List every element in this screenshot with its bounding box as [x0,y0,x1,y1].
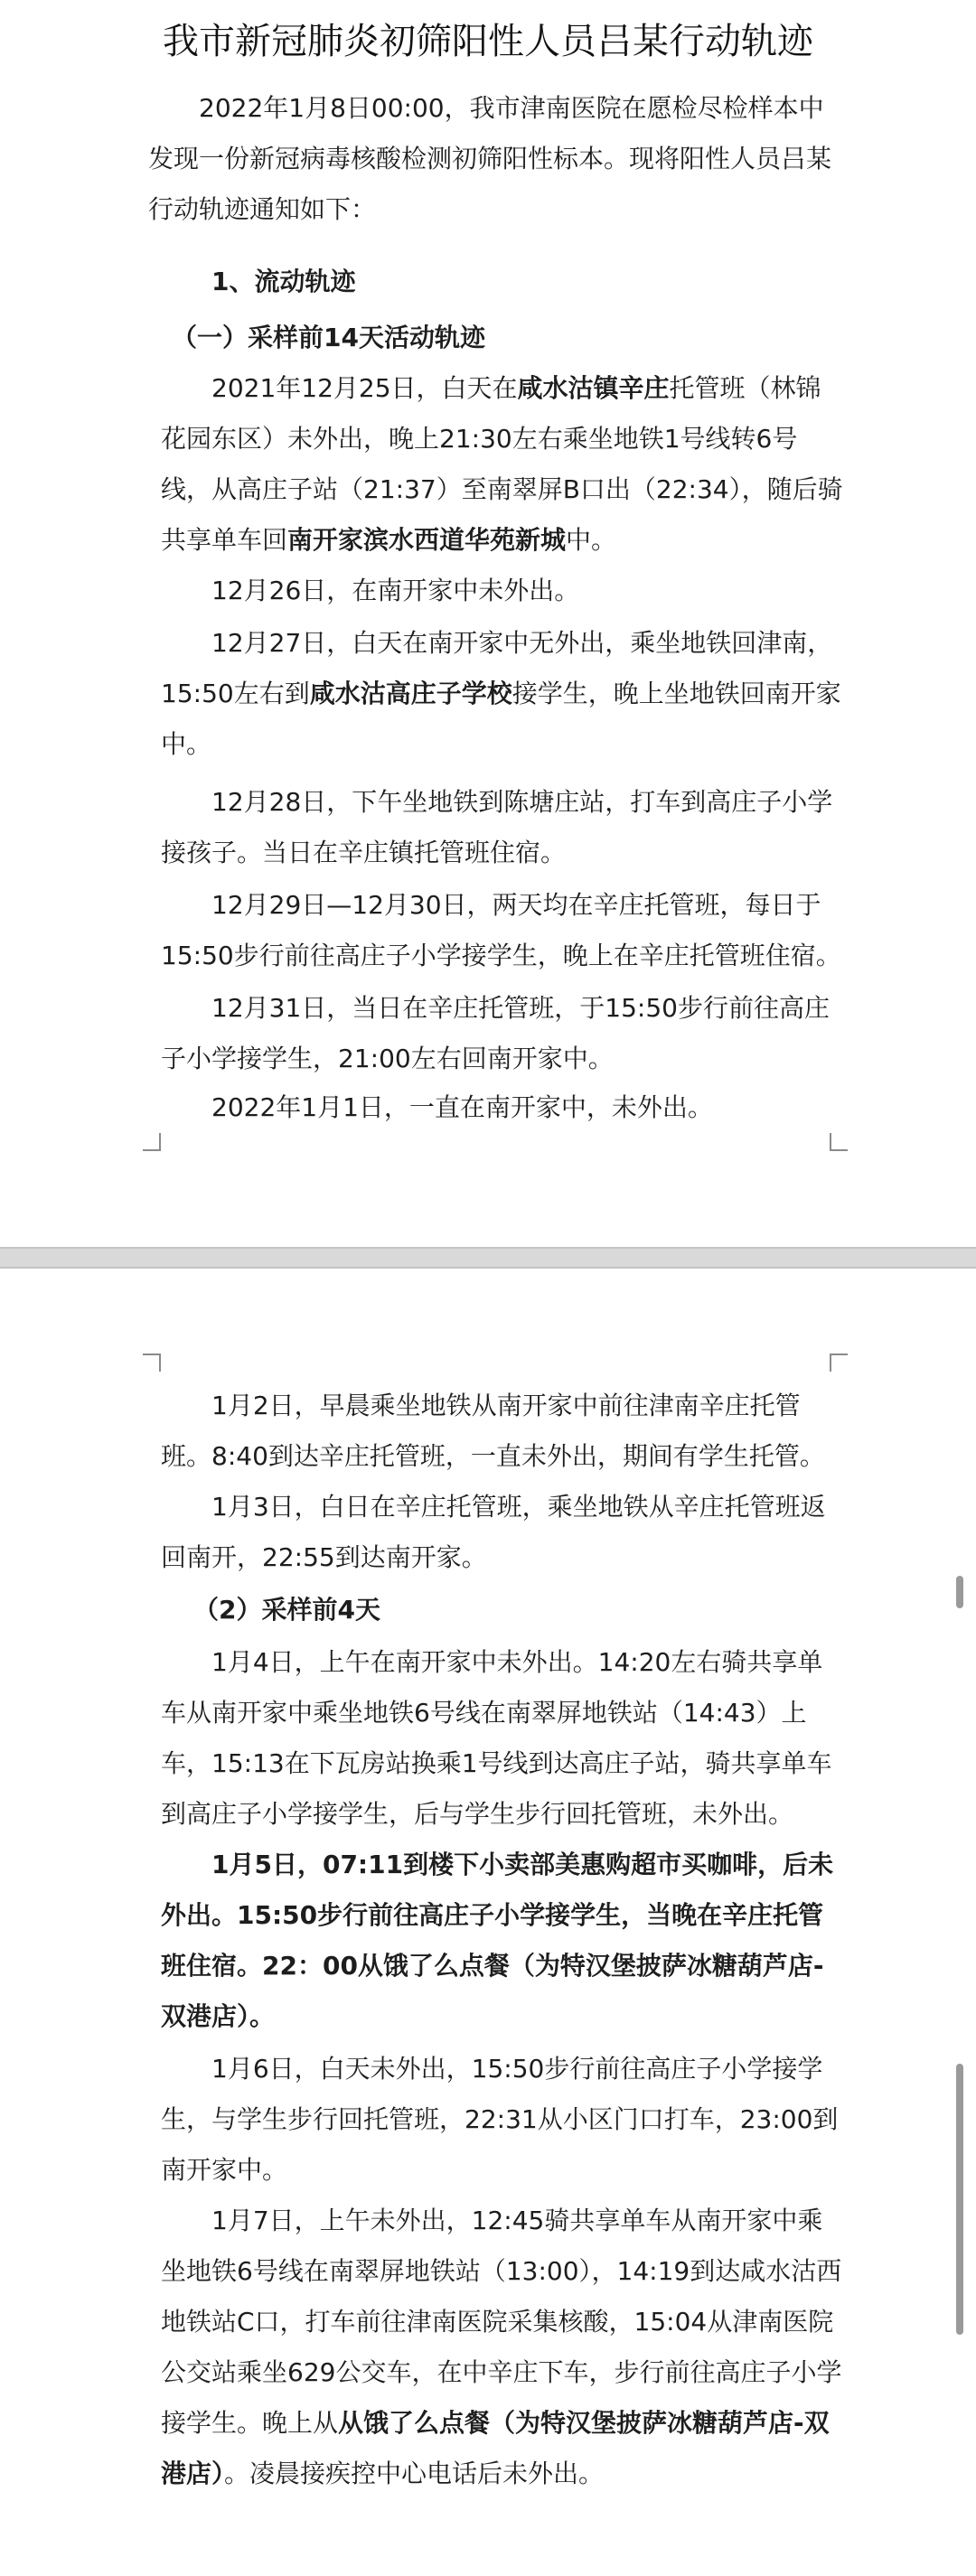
paragraph-jan-07 [161,2196,843,2499]
text-run: 。凌晨接疾控中心电话后未外出。 [224,2459,605,2488]
text-run: 接学生，晚上坐地铁回南开家中。 [161,679,841,759]
paragraph-jan-01: 2022年1月1日，一直在南开家中，未外出。 [211,1092,713,1122]
section-heading-trajectory: 1、流动轨迹 [211,267,356,296]
paragraph-dec-26: 12月26日，在南开家中未外出。 [211,576,580,605]
paragraph-dec-27 [161,618,843,770]
page-corner-mark [143,1354,161,1372]
scrollbar-thumb[interactable] [956,2064,963,2335]
paragraph-dec-28: 12月28日，下午坐地铁到陈塘庄站，打车到高庄子小学接孩子。当日在辛庄镇托管班住宿。 [161,787,833,867]
document-page-1 [0,0,976,1247]
paragraph-jan-03: 1月3日，白日在辛庄托管班，乘坐地铁从辛庄托管班返回南开，22:55到达南开家。 [161,1492,826,1572]
paragraph-jan-06: 1月6日，白天未外出，15:50步行前往高庄子小学接学生，与学生步行回托管班，22:31从小区门口打车，23:00到南开家中。 [161,2054,839,2185]
paragraph-dec-31: 12月31日，当日在辛庄托管班，于15:50步行前往高庄子小学接学生，21:00左右回南开家中。 [161,993,830,1073]
text-run-bold: 咸水沽高庄子学校 [309,679,512,708]
subsection-heading-4-days: （2）采样前4天 [193,1595,380,1625]
paragraph-jan-05: 1月5日，07:11到楼下小卖部美惠购超市买咖啡，后未外出。15:50步行前往高庄子小学接学生，当晚在辛庄托管班住宿。22：00从饿了么点餐（为特汉堡披萨冰糖葫芦店-双港店）。 [161,1850,834,2031]
text-run: 12月27日，白天在南开家中无外出，乘坐地铁回津南，15:50左右到 [161,628,833,708]
paragraph-jan-04: 1月4日，上午在南开家中未外出。14:20左右骑共享单车从南开家中乘坐地铁6号线在南翠屏地铁站（14:43）上车，15:13在下瓦房站换乘1号线到达高庄子站，骑共享单车到高庄子小学接学生，后与学生步行回托管班，未外出。 [161,1647,832,1829]
paragraph-jan-02: 1月2日，早晨乘坐地铁从南开家中前往津南辛庄托管班。8:40到达辛庄托管班，一直未外出，期间有学生托管。 [161,1391,825,1471]
text-run: 托管班（林锦花园东区）未外出，晚上21:30左右乘坐地铁1号线转6号线，从高庄子站（21:37）至南翠屏B口出（22:34），随后骑共享单车回 [161,373,843,555]
subsection-heading-14-days: （一）采样前14天活动轨迹 [172,323,485,352]
page-corner-mark [830,1133,848,1151]
paragraph-dec-29-30: 12月29日—12月30日，两天均在辛庄托管班，每日于15:50步行前往高庄子小学接学生，晚上在辛庄托管班住宿。 [161,890,841,970]
paragraph-dec-25 [161,363,843,566]
page-separator [0,1247,976,1269]
intro-paragraph: 2022年1月8日00:00，我市津南医院在愿检尽检样本中发现一份新冠病毒核酸检测初筛阳性标本。现将阳性人员吕某行动轨迹通知如下： [148,93,832,224]
page-corner-mark [143,1133,161,1151]
page-corner-mark [830,1354,848,1372]
text-run: 中。 [566,525,617,555]
text-run: 1月7日，上午未外出，12:45骑共享单车从南开家中乘坐地铁6号线在南翠屏地铁站（13:00），14:19到达咸水沽西地铁站C口，打车前往津南医院采集核酸，15:04从津南医院公交站乘坐629公交车，在中辛庄下车，步行前往高庄子小学接学生。晚上从 [161,2206,842,2438]
text-run-bold: 南开家滨水西道华苑新城 [287,525,567,555]
text-run-bold: 从饿了么点餐（为特汉堡披萨冰糖葫芦店-双港店） [161,2408,830,2488]
page-title: 我市新冠肺炎初筛阳性人员吕某行动轨迹 [163,21,813,62]
scrollbar-thumb[interactable] [956,1576,963,1608]
text-run-bold: 咸水沽镇辛庄 [517,373,670,403]
text-run: 2021年12月25日，白天在 [211,373,518,403]
document-page-2 [0,1269,976,2576]
